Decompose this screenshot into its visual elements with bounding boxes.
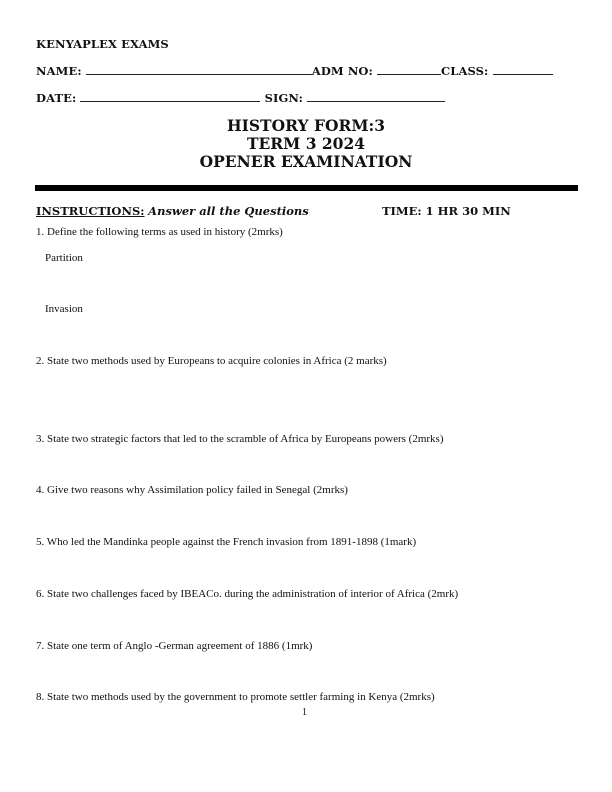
date-row [36, 91, 445, 105]
adm-label: ADM NO: [311, 64, 373, 78]
question-7: 7. State one term of Anglo -German agreement of 1886 (1mrk) [36, 640, 313, 652]
name-field[interactable] [86, 64, 312, 75]
divider-rule [35, 185, 578, 191]
instructions-label: INSTRUCTIONS: [36, 204, 145, 218]
page-number: 1 [302, 707, 307, 718]
name-label: NAME: [36, 64, 82, 78]
sign-label: SIGN: [264, 91, 303, 105]
question-6: 6. State two challenges faced by IBEACo. during the administration of interior of Africa (2mrk) [36, 588, 459, 600]
question-8: 8. State two methods used by the government to promote settler farming in Kenya (2mrks) [36, 691, 435, 703]
instructions-text: Answer all the Questions [148, 204, 309, 218]
question-4: 4. Give two reasons why Assimilation policy failed in Senegal (2mrks) [36, 484, 348, 496]
question-1-term-partition: Partition [45, 252, 83, 264]
instructions [36, 204, 309, 218]
exam-title-term: TERM 3 2024 [246, 134, 366, 153]
school-name: KENYAPLEX EXAMS [36, 37, 169, 51]
date-field[interactable] [80, 91, 260, 102]
question-1: 1. Define the following terms as used in history (2mrks) [36, 226, 283, 238]
sign-field[interactable] [307, 91, 445, 102]
name-row [36, 64, 553, 78]
adm-field[interactable] [377, 64, 441, 75]
question-3: 3. State two strategic factors that led to the scramble of Africa by Europeans powers (2mrks) [36, 433, 444, 445]
question-5: 5. Who led the Mandinka people against the French invasion from 1891-1898 (1mark) [36, 536, 417, 548]
class-field[interactable] [493, 64, 553, 75]
exam-title-subject: HISTORY FORM:3 [226, 116, 386, 135]
class-label: CLASS: [441, 64, 489, 78]
exam-title-type: OPENER EXAMINATION [199, 152, 413, 171]
date-label: DATE: [36, 91, 77, 105]
exam-time: TIME: 1 HR 30 MIN [382, 204, 511, 218]
question-1-term-invasion: Invasion [45, 303, 83, 315]
question-2: 2. State two methods used by Europeans to acquire colonies in Africa (2 marks) [36, 355, 387, 367]
